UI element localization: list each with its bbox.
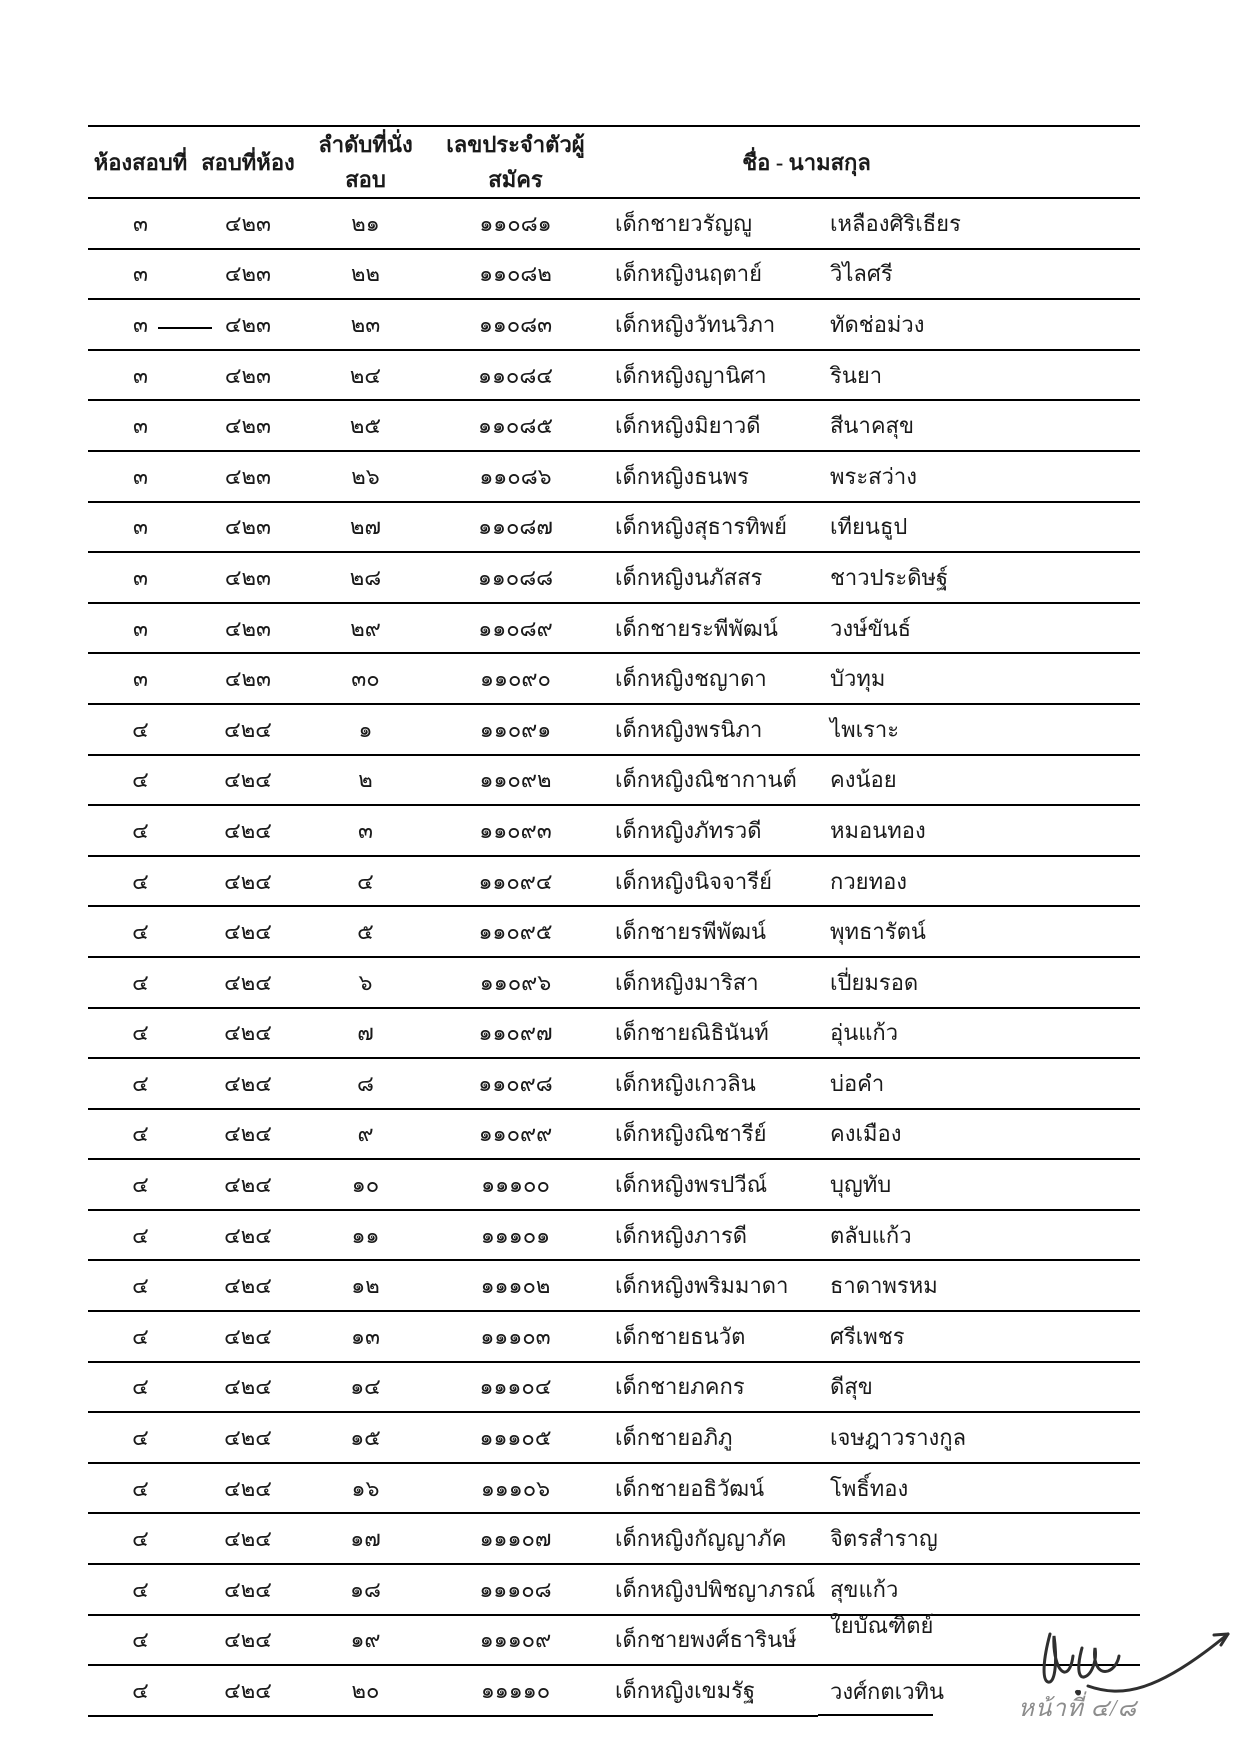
seat-number: ๒๒ <box>303 249 428 300</box>
room-code: ๔๒๔ <box>193 1513 303 1564</box>
table-row <box>88 1260 1140 1311</box>
room-code: ๔๒๔ <box>193 906 303 957</box>
student-surname: พระสว่าง <box>818 451 1140 502</box>
room-code: ๔๒๔ <box>193 1463 303 1514</box>
room-code: ๔๒๔ <box>193 704 303 755</box>
student-name: เด็กหญิงญานิศา <box>603 350 818 401</box>
student-name: เด็กหญิงชญาดา <box>603 653 818 704</box>
table-row <box>88 704 1140 755</box>
table-row <box>88 1362 1140 1413</box>
seat-number: ๑๖ <box>303 1463 428 1514</box>
seat-number: ๑๑ <box>303 1210 428 1261</box>
room-code: ๔๒๔ <box>193 805 303 856</box>
seat-number: ๒๖ <box>303 451 428 502</box>
room-code: ๔๒๓ <box>193 249 303 300</box>
table-row <box>88 249 1140 300</box>
table-row <box>88 755 1140 806</box>
seat-number: ๒๙ <box>303 603 428 654</box>
applicant-id: ๑๑๑๐๖ <box>428 1463 603 1514</box>
student-surname: ใยบัณฑิตย์ <box>818 1615 1140 1666</box>
applicant-id: ๑๑๑๐๗ <box>428 1513 603 1564</box>
room-code: ๔๒๔ <box>193 957 303 1008</box>
student-name: เด็กหญิงพรนิภา <box>603 704 818 755</box>
student-surname: เจษฎาวรางกูล <box>818 1412 1140 1463</box>
room-code: ๔๒๔ <box>193 1260 303 1311</box>
table-row <box>88 1615 1140 1666</box>
table-row <box>88 603 1140 654</box>
table-row <box>88 1665 1140 1716</box>
exam-room-number: ๔ <box>88 1210 193 1261</box>
table-row <box>88 1412 1140 1463</box>
student-surname: คงน้อย <box>818 755 1140 806</box>
student-surname: ธาดาพรหม <box>818 1260 1140 1311</box>
student-surname: เหลืองศิริเธียร <box>818 198 1140 249</box>
table-row <box>88 957 1140 1008</box>
table-row <box>88 856 1140 907</box>
applicant-id: ๑๑๑๐๕ <box>428 1412 603 1463</box>
room-code: ๔๒๓ <box>193 552 303 603</box>
student-surname: สีนาคสุข <box>818 400 1140 451</box>
applicant-id: ๑๑๐๘๕ <box>428 400 603 451</box>
exam-room-number: ๔ <box>88 1362 193 1413</box>
seat-number: ๒๑ <box>303 198 428 249</box>
student-name: เด็กหญิงมาริสา <box>603 957 818 1008</box>
student-surname: พุทธารัตน์ <box>818 906 1140 957</box>
exam-room-number: ๓ <box>88 198 193 249</box>
student-name: เด็กหญิงเขมรัฐ <box>603 1665 818 1716</box>
student-name: เด็กหญิงนฤตาย์ <box>603 249 818 300</box>
seat-number: ๗ <box>303 1008 428 1059</box>
student-surname: วงษ์ขันธ์ <box>818 603 1140 654</box>
applicant-id: ๑๑๑๐๙ <box>428 1615 603 1666</box>
exam-room-number: ๔ <box>88 1564 193 1615</box>
room-code: ๔๒๓ <box>193 451 303 502</box>
exam-room-number: ๓ <box>88 653 193 704</box>
student-surname: ไพเราะ <box>818 704 1140 755</box>
student-name: เด็กหญิงกัญญาภัค <box>603 1513 818 1564</box>
student-name: เด็กหญิงนิจจารีย์ <box>603 856 818 907</box>
room-code: ๔๒๓ <box>193 198 303 249</box>
exam-room-number: ๓ <box>88 552 193 603</box>
room-code: ๔๒๓ <box>193 400 303 451</box>
student-surname: วิไลศรี <box>818 249 1140 300</box>
student-surname: บ่อคำ <box>818 1058 1140 1109</box>
applicant-id: ๑๑๐๘๙ <box>428 603 603 654</box>
applicant-id: ๑๑๐๙๑ <box>428 704 603 755</box>
exam-room-number: ๔ <box>88 906 193 957</box>
applicant-id: ๑๑๐๙๒ <box>428 755 603 806</box>
seat-number: ๖ <box>303 957 428 1008</box>
applicant-id: ๑๑๐๘๓ <box>428 299 603 350</box>
applicant-id: ๑๑๐๘๑ <box>428 198 603 249</box>
student-name: เด็กชายอภิภู <box>603 1412 818 1463</box>
seat-number: ๒๕ <box>303 400 428 451</box>
table-row <box>88 1311 1140 1362</box>
student-name: เด็กหญิงภัทรวดี <box>603 805 818 856</box>
exam-seating-table <box>88 125 1140 1717</box>
exam-room-number: ๔ <box>88 1058 193 1109</box>
room-code: ๔๒๔ <box>193 1665 303 1716</box>
exam-room-number: ๔ <box>88 1008 193 1059</box>
seat-number: ๙ <box>303 1109 428 1160</box>
table-row <box>88 552 1140 603</box>
exam-room-number: ๔ <box>88 1159 193 1210</box>
header-full-name: ชื่อ - นามสกุล <box>603 126 1140 198</box>
student-name: เด็กชายวรัญญู <box>603 198 818 249</box>
room-code: ๔๒๔ <box>193 1159 303 1210</box>
table-row <box>88 805 1140 856</box>
table-row <box>88 653 1140 704</box>
seat-number: ๓ <box>303 805 428 856</box>
room-code: ๔๒๓ <box>193 350 303 401</box>
student-surname: ดีสุข <box>818 1362 1140 1413</box>
table-row <box>88 1210 1140 1261</box>
applicant-id: ๑๑๐๘๒ <box>428 249 603 300</box>
student-surname: ชาวประดิษฐ์ <box>818 552 1140 603</box>
applicant-id: ๑๑๑๐๐ <box>428 1159 603 1210</box>
student-name: เด็กชายณิธินันท์ <box>603 1008 818 1059</box>
seat-number: ๒๐ <box>303 1665 428 1716</box>
seat-number: ๑๙ <box>303 1615 428 1666</box>
applicant-id: ๑๑๐๙๕ <box>428 906 603 957</box>
student-name: เด็กหญิงวัทนวิภา <box>603 299 818 350</box>
page-number-label: หน้าที่ ๔/๘ <box>1018 1696 1137 1722</box>
student-surname: คงเมือง <box>818 1109 1140 1160</box>
student-name: เด็กหญิงพรปวีณ์ <box>603 1159 818 1210</box>
student-name: เด็กหญิงปพิชญาภรณ์ <box>603 1564 818 1615</box>
student-name: เด็กหญิงเกวลิน <box>603 1058 818 1109</box>
table-row <box>88 299 1140 350</box>
seat-number: ๑๕ <box>303 1412 428 1463</box>
room-code: ๔๒๔ <box>193 1615 303 1666</box>
room-code: ๔๒๔ <box>193 856 303 907</box>
student-surname: วงศ์กตเวทิน <box>818 1665 1140 1716</box>
student-name: เด็กหญิงมิยาวดี <box>603 400 818 451</box>
table-row <box>88 906 1140 957</box>
applicant-id: ๑๑๑๐๔ <box>428 1362 603 1413</box>
exam-room-number: ๓ <box>88 299 193 350</box>
student-name: เด็กชายรพีพัฒน์ <box>603 906 818 957</box>
exam-room-number: ๔ <box>88 957 193 1008</box>
exam-room-number: ๓ <box>88 249 193 300</box>
applicant-id: ๑๑๐๘๖ <box>428 451 603 502</box>
applicant-id: ๑๑๑๐๘ <box>428 1564 603 1615</box>
table-row <box>88 1513 1140 1564</box>
applicant-id: ๑๑๐๙๙ <box>428 1109 603 1160</box>
table-row <box>88 1463 1140 1514</box>
student-name: เด็กชายธนวัต <box>603 1311 818 1362</box>
seat-number: ๑๘ <box>303 1564 428 1615</box>
exam-room-number: ๓ <box>88 603 193 654</box>
student-name: เด็กหญิงภารดี <box>603 1210 818 1261</box>
applicant-id: ๑๑๑๐๑ <box>428 1210 603 1261</box>
applicant-id: ๑๑๐๙๘ <box>428 1058 603 1109</box>
student-surname: เปี่ยมรอด <box>818 957 1140 1008</box>
exam-room-number: ๓ <box>88 350 193 401</box>
student-surname: โพธิ์ทอง <box>818 1463 1140 1514</box>
student-name: เด็กหญิงสุธารทิพย์ <box>603 502 818 553</box>
seat-number: ๑๔ <box>303 1362 428 1413</box>
table-row <box>88 350 1140 401</box>
header-applicant-id: เลขประจำตัวผู้สมัคร <box>428 126 603 198</box>
applicant-id: ๑๑๐๙๔ <box>428 856 603 907</box>
exam-room-number: ๔ <box>88 1412 193 1463</box>
table-row <box>88 400 1140 451</box>
student-name: เด็กชายอธิวัฒน์ <box>603 1463 818 1514</box>
exam-room-number: ๔ <box>88 1513 193 1564</box>
student-name: เด็กหญิงณิชากานต์ <box>603 755 818 806</box>
applicant-id: ๑๑๐๘๗ <box>428 502 603 553</box>
applicant-id: ๑๑๐๙๖ <box>428 957 603 1008</box>
exam-room-number: ๓ <box>88 502 193 553</box>
room-code: ๔๒๔ <box>193 1109 303 1160</box>
student-surname: รินยา <box>818 350 1140 401</box>
student-name: เด็กหญิงนภัสสร <box>603 552 818 603</box>
exam-room-number: ๓ <box>88 400 193 451</box>
student-surname: ทัดช่อม่วง <box>818 299 1140 350</box>
seat-number: ๒๗ <box>303 502 428 553</box>
applicant-id: ๑๑๐๙๓ <box>428 805 603 856</box>
seat-number: ๔ <box>303 856 428 907</box>
applicant-id: ๑๑๑๐๓ <box>428 1311 603 1362</box>
room-code: ๔๒๔ <box>193 1564 303 1615</box>
exam-room-number: ๓ <box>88 451 193 502</box>
exam-room-number: ๔ <box>88 704 193 755</box>
seat-number: ๒๓ <box>303 299 428 350</box>
room-code: ๔๒๔ <box>193 755 303 806</box>
header-seat-number: ลำดับที่นั่งสอบ <box>303 126 428 198</box>
student-surname: บัวทุม <box>818 653 1140 704</box>
exam-room-number: ๔ <box>88 1260 193 1311</box>
room-code: ๔๒๓ <box>193 653 303 704</box>
student-name: เด็กชายพงศ์ธารินษ์ <box>603 1615 818 1666</box>
table-row <box>88 198 1140 249</box>
student-name: เด็กหญิงธนพร <box>603 451 818 502</box>
header-exam-room: ห้องสอบที่ <box>88 126 193 198</box>
applicant-id: ๑๑๐๙๗ <box>428 1008 603 1059</box>
exam-room-number: ๔ <box>88 1615 193 1666</box>
student-surname: หมอนทอง <box>818 805 1140 856</box>
table-row <box>88 451 1140 502</box>
table-row <box>88 1159 1140 1210</box>
seat-number: ๑ <box>303 704 428 755</box>
table-row <box>88 1564 1140 1615</box>
student-surname: บุญทับ <box>818 1159 1140 1210</box>
exam-room-number: ๔ <box>88 1665 193 1716</box>
student-name: เด็กหญิงณิชารีย์ <box>603 1109 818 1160</box>
seat-number: ๒ <box>303 755 428 806</box>
applicant-id: ๑๑๑๐๒ <box>428 1260 603 1311</box>
applicant-id: ๑๑๑๑๐ <box>428 1665 603 1716</box>
scan-artifact-line <box>158 327 212 329</box>
room-code: ๔๒๔ <box>193 1058 303 1109</box>
room-code: ๔๒๔ <box>193 1210 303 1261</box>
seat-number: ๒๔ <box>303 350 428 401</box>
room-code: ๔๒๓ <box>193 603 303 654</box>
student-surname: อุ่นแก้ว <box>818 1008 1140 1059</box>
table-row <box>88 1058 1140 1109</box>
room-code: ๔๒๔ <box>193 1412 303 1463</box>
exam-room-number: ๔ <box>88 1311 193 1362</box>
room-code: ๔๒๓ <box>193 299 303 350</box>
student-name: เด็กหญิงพริมมาดา <box>603 1260 818 1311</box>
seat-number: ๓๐ <box>303 653 428 704</box>
student-surname: ศรีเพชร <box>818 1311 1140 1362</box>
student-name: เด็กชายระพีพัฒน์ <box>603 603 818 654</box>
exam-room-number: ๔ <box>88 1463 193 1514</box>
header-room-code: สอบที่ห้อง <box>193 126 303 198</box>
student-surname: เทียนธูป <box>818 502 1140 553</box>
student-surname: สุขแก้ว <box>818 1564 1140 1615</box>
applicant-id: ๑๑๐๘๔ <box>428 350 603 401</box>
applicant-id: ๑๑๐๘๘ <box>428 552 603 603</box>
table-row <box>88 502 1140 553</box>
student-surname: จิตรสำราญ <box>818 1513 1140 1564</box>
room-code: ๔๒๔ <box>193 1008 303 1059</box>
applicant-id: ๑๑๐๙๐ <box>428 653 603 704</box>
table-header-row <box>88 126 1140 198</box>
exam-room-number: ๔ <box>88 856 193 907</box>
room-code: ๔๒๓ <box>193 502 303 553</box>
exam-room-number: ๔ <box>88 1109 193 1160</box>
seat-number: ๑๐ <box>303 1159 428 1210</box>
room-code: ๔๒๔ <box>193 1362 303 1413</box>
exam-room-number: ๔ <box>88 805 193 856</box>
student-surname: กวยทอง <box>818 856 1140 907</box>
seat-number: ๒๘ <box>303 552 428 603</box>
exam-room-number: ๔ <box>88 755 193 806</box>
student-name: เด็กชายภคกร <box>603 1362 818 1413</box>
seat-number: ๑๓ <box>303 1311 428 1362</box>
student-surname: ตลับแก้ว <box>818 1210 1140 1261</box>
table-row <box>88 1109 1140 1160</box>
seat-number: ๑๗ <box>303 1513 428 1564</box>
room-code: ๔๒๔ <box>193 1311 303 1362</box>
seat-number: ๑๒ <box>303 1260 428 1311</box>
table-row <box>88 1008 1140 1059</box>
seat-number: ๕ <box>303 906 428 957</box>
seat-number: ๘ <box>303 1058 428 1109</box>
